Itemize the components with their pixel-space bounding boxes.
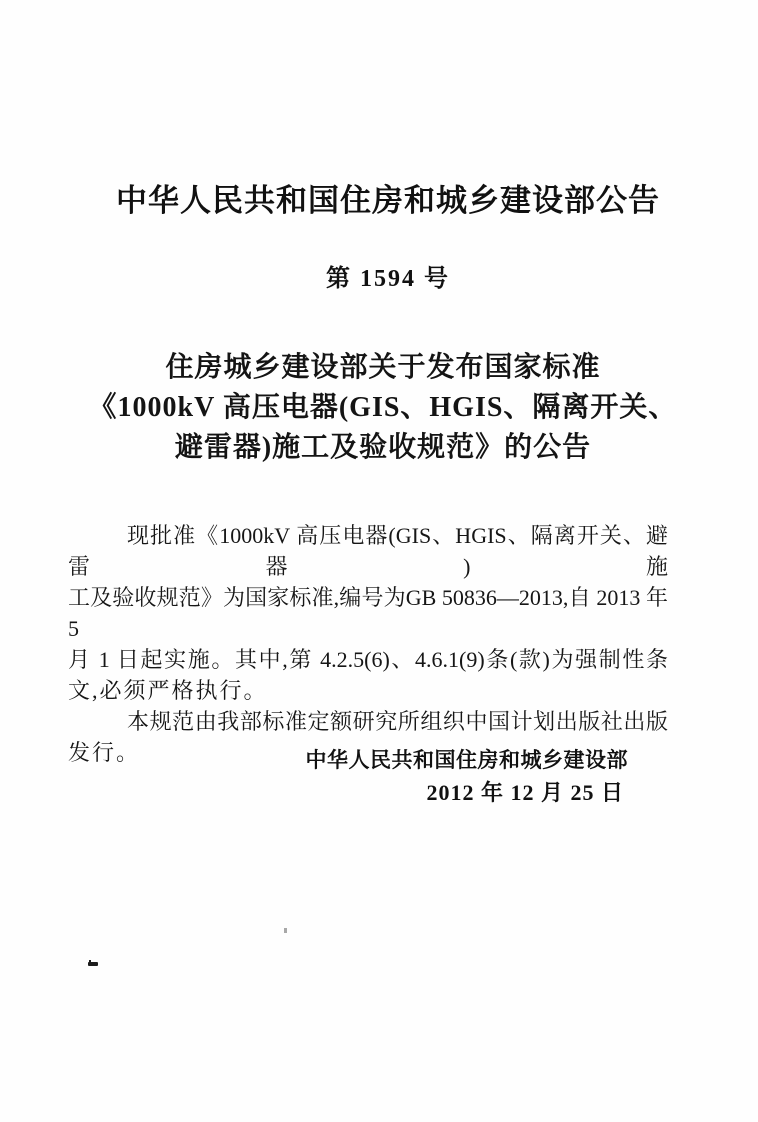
announcement-body <box>68 520 668 768</box>
issue-date: 2012 年 12 月 25 日 <box>426 780 624 805</box>
body-line: 工及验收规范》为国家标准,编号为GB 50836—2013,自 2013 年 5 <box>68 585 668 641</box>
scan-speck-artifact <box>284 928 287 933</box>
body-line: 文,必须严格执行。 <box>68 678 268 703</box>
body-line: 月 1 日起实施。其中,第 4.2.5(6)、4.6.1(9)条(款)为强制性条 <box>68 647 668 672</box>
announcement-number: 第 1594 号 <box>326 266 450 292</box>
subtitle-line: 避雷器)施工及验收规范》的公告 <box>174 432 592 463</box>
body-paragraph <box>68 520 668 706</box>
body-line: 现批准《1000kV 高压电器(GIS、HGIS、隔离开关、避雷器)施 <box>68 523 668 579</box>
body-line: 本规范由我部标准定额研究所组织中国计划出版社出版 <box>127 709 668 734</box>
announcement-title: 中华人民共和国住房和城乡建设部公告 <box>116 183 660 218</box>
announcement-subtitle <box>4 348 758 468</box>
scan-dash-artifact <box>88 962 98 966</box>
subtitle-line: 《1000kV 高压电器(GIS、HGIS、隔离开关、 <box>88 392 678 423</box>
body-line: 发行。 <box>68 740 141 765</box>
subtitle-line: 住房城乡建设部关于发布国家标准 <box>165 352 601 383</box>
issuer-signature: 中华人民共和国住房和城乡建设部 <box>305 749 628 772</box>
